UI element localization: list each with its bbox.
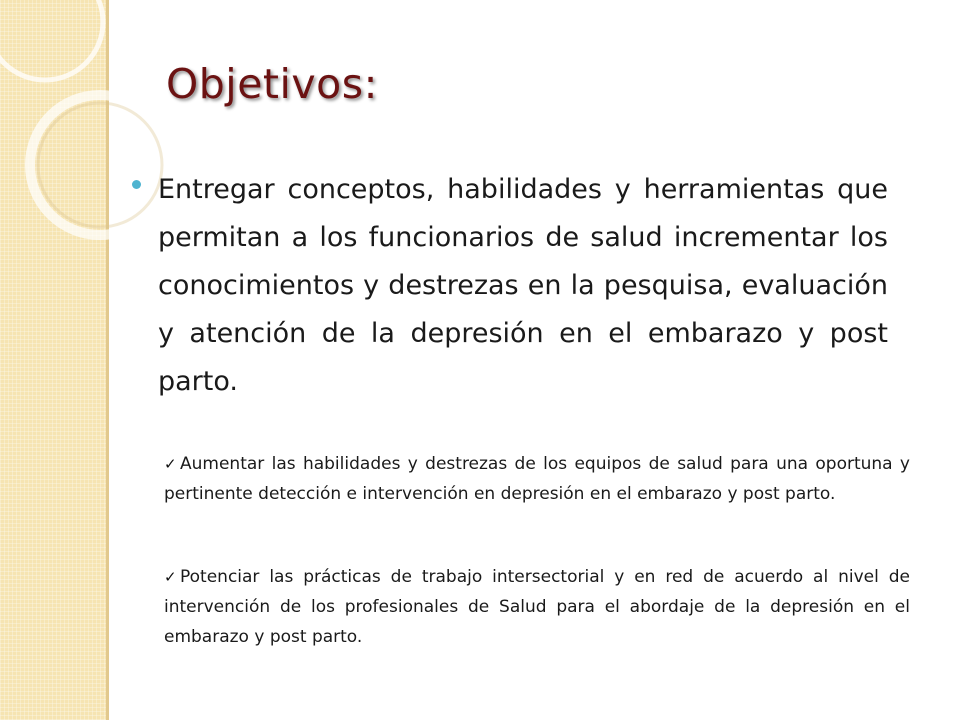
bullet-icon bbox=[132, 180, 141, 189]
objective-item bbox=[164, 449, 910, 509]
objective-item bbox=[164, 562, 910, 652]
decorative-circle-upper bbox=[0, 0, 103, 80]
main-bullet-text: Entregar conceptos, habilidades y herramientas que permitan a los funcionarios de salud incrementar los conocimientos y destrezas en la pesquisa, evaluación y atención de la depresión en el embarazo y post parto. bbox=[158, 174, 888, 397]
checkmark-icon: ✓ bbox=[164, 568, 177, 586]
objective-text: Potenciar las prácticas de trabajo intersectorial y en red de acuerdo al nivel de intervención de los profesionales de Salud para el abordaje de la depresión en el embarazo y post parto. bbox=[164, 567, 910, 647]
checkmark-icon: ✓ bbox=[164, 455, 177, 473]
objective-text: Aumentar las habilidades y destrezas de los equipos de salud para una oportuna y pertinente detección e intervención en depresión en el embarazo y post parto. bbox=[164, 454, 910, 504]
decorative-circles bbox=[0, 0, 140, 260]
slide-title: Objetivos: bbox=[166, 60, 378, 108]
main-bullet-list bbox=[122, 166, 888, 406]
